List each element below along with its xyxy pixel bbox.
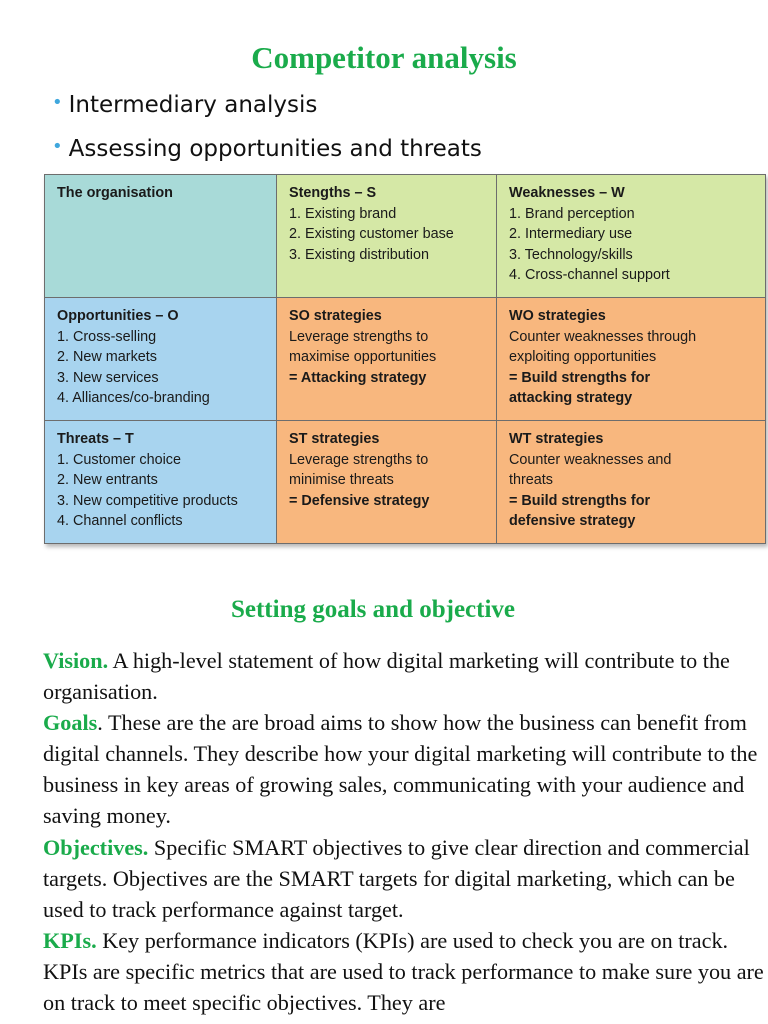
wt-strategies-heading: WT strategies (509, 431, 604, 447)
threat-item: 3. New competitive products (57, 492, 238, 509)
strength-item: 2. Existing customer base (289, 226, 454, 242)
section-heading: Setting goals and objective (230, 596, 516, 623)
vision-text: A high-level statement of how digital marketing will contribute to the organisation. (43, 648, 730, 705)
goals-term: Goals (43, 710, 98, 736)
wo-strategies-cell (497, 298, 766, 421)
organisation-heading: The organisation (57, 185, 173, 201)
so-strategies-heading: SO strategies (289, 308, 382, 324)
bullet-item (52, 128, 482, 172)
weakness-item: 1. Brand perception (509, 205, 635, 222)
wt-strategies-text: threats (509, 472, 553, 488)
bullet-item (52, 84, 482, 128)
strengths-cell (277, 175, 497, 298)
weakness-item: 3. Technology/skills (509, 246, 633, 263)
st-strategies-result: = Defensive strategy (289, 492, 430, 509)
opportunities-cell (45, 298, 277, 421)
objectives-text: Specific SMART objectives to give clear direction and commercial targets. Objectives are the SMART targets for digital marketing, which can be used to track performance against target. (43, 834, 750, 922)
opportunity-item: 3. New services (57, 369, 159, 386)
weaknesses-cell (497, 175, 766, 298)
goals-paragraph (43, 707, 765, 831)
st-strategies-cell (277, 421, 497, 544)
threat-item: 1. Customer choice (57, 451, 181, 468)
threats-heading: Threats – T (57, 431, 134, 447)
strength-item: 1. Existing brand (289, 205, 397, 222)
strength-item: 3. Existing distribution (289, 246, 429, 263)
so-strategies-cell (277, 298, 497, 421)
threat-item: 2. New entrants (57, 472, 158, 488)
vision-term: Vision. (43, 648, 109, 673)
so-strategies-text: Leverage strengths to (289, 328, 429, 345)
objectives-paragraph (43, 832, 765, 925)
bullet-icon: • (52, 92, 63, 113)
kpis-paragraph (43, 925, 765, 1018)
swot-matrix (44, 174, 766, 544)
bullet-list (52, 84, 482, 172)
bullet-icon: • (52, 136, 63, 157)
page-title: Competitor analysis (251, 40, 517, 75)
wt-strategies-result: defensive strategy (509, 513, 636, 529)
opportunity-item: 2. New markets (57, 349, 157, 365)
weakness-item: 2. Intermediary use (509, 226, 633, 242)
wo-strategies-result: = Build strengths for (509, 369, 651, 386)
strengths-heading: Stengths – S (289, 185, 377, 201)
wo-strategies-heading: WO strategies (509, 308, 606, 324)
wt-strategies-cell (497, 421, 766, 544)
threats-cell (45, 421, 277, 544)
bullet-text: Intermediary analysis (68, 92, 318, 118)
so-strategies-result: = Attacking strategy (289, 369, 427, 386)
wo-strategies-text: Counter weaknesses through (509, 328, 697, 345)
threat-item: 4. Channel conflicts (57, 513, 183, 529)
kpis-text: Key performance indicators (KPIs) are used to check you are on track. KPIs are specific metrics that are used to track performance to make sure you are on track to meet specific objectives. They are (43, 927, 764, 1016)
wt-strategies-text: Counter weaknesses and (509, 451, 672, 468)
wo-strategies-result: attacking strategy (509, 390, 633, 406)
body-text (43, 645, 765, 1018)
organisation-cell (45, 175, 277, 298)
weaknesses-heading: Weaknesses – W (509, 185, 625, 201)
vision-paragraph (43, 645, 765, 707)
objectives-term: Objectives. (43, 834, 149, 860)
bullet-text: Assessing opportunities and threats (68, 136, 482, 162)
st-strategies-heading: ST strategies (289, 431, 380, 447)
st-strategies-text: Leverage strengths to (289, 451, 429, 468)
st-strategies-text: minimise threats (289, 472, 394, 488)
weakness-item: 4. Cross-channel support (509, 267, 670, 283)
kpis-term: KPIs. (43, 927, 97, 953)
wt-strategies-result: = Build strengths for (509, 492, 651, 509)
opportunity-item: 1. Cross-selling (57, 328, 157, 345)
goals-text: . These are the are broad aims to show how the business can benefit from digital channels. They describe how your digital marketing will contribute to the business in key areas of growing sales, communicating with your audience and saving money. (43, 710, 758, 829)
wo-strategies-text: exploiting opportunities (509, 349, 657, 365)
opportunities-heading: Opportunities – O (57, 308, 179, 324)
opportunity-item: 4. Alliances/co-branding (57, 390, 210, 406)
so-strategies-text: maximise opportunities (289, 349, 437, 365)
